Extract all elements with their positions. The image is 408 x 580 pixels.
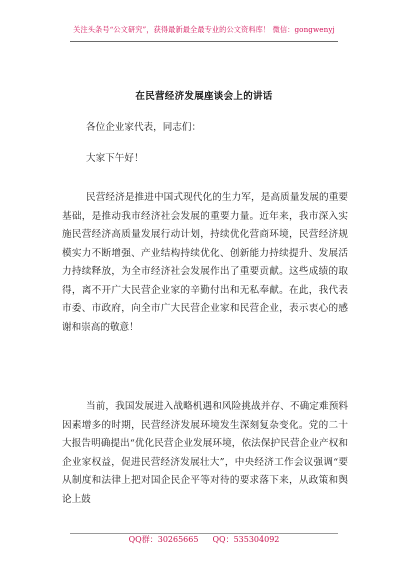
paragraph-2: 当前，我国发展进入战略机遇和风险挑战并存、不确定难预料因素增多的时期，民营经济发展环境发生深刻复杂变化。党的二十大报告明确提出“优化民营企业发展环境，依法保护民营企业产权和企业家权益，促进民营经济发展壮大”，中央经济工作会议强调“要从制度和法律上把对国企民企平等对待的要求落下来，从政策和舆论上鼓 [62, 401, 348, 505]
banner-divider [70, 41, 338, 42]
salutation: 各位企业家代表，同志们： [86, 122, 202, 133]
greeting: 大家下午好！ [86, 153, 144, 164]
paragraph-1: 民营经济是推进中国式现代化的生力军，是高质量发展的重要基础，是推动我市经济社会发展的重要力量。近年来，我市深入实施民营经济高质量发展行动计划，持续优化营商环境，民营经济规模实力不断增强、产业结构持续优化、创新能力持续提升、发展活力持续释放，为全市经济社会发展作出了重要贡献。这些成绩的取得，离不开广大民营企业家的辛勤付出和无私奉献。在此，我代表市委、市政府，向全市广大民营企业家和民营企业，表示衷心的感谢和崇高的敬意！ [62, 192, 348, 333]
footer-qq-group: QQ群：30265665 [128, 535, 199, 544]
footer-qq-contact: QQ：535304092 [212, 535, 280, 544]
top-banner: 关注头条号“公文研究”，获得最新最全最专业的公文资料库！ 微信：gongwenyj [73, 25, 335, 34]
document-title: 在民营经济发展座谈会上的讲话 [135, 91, 273, 102]
footer-contact [0, 534, 408, 545]
